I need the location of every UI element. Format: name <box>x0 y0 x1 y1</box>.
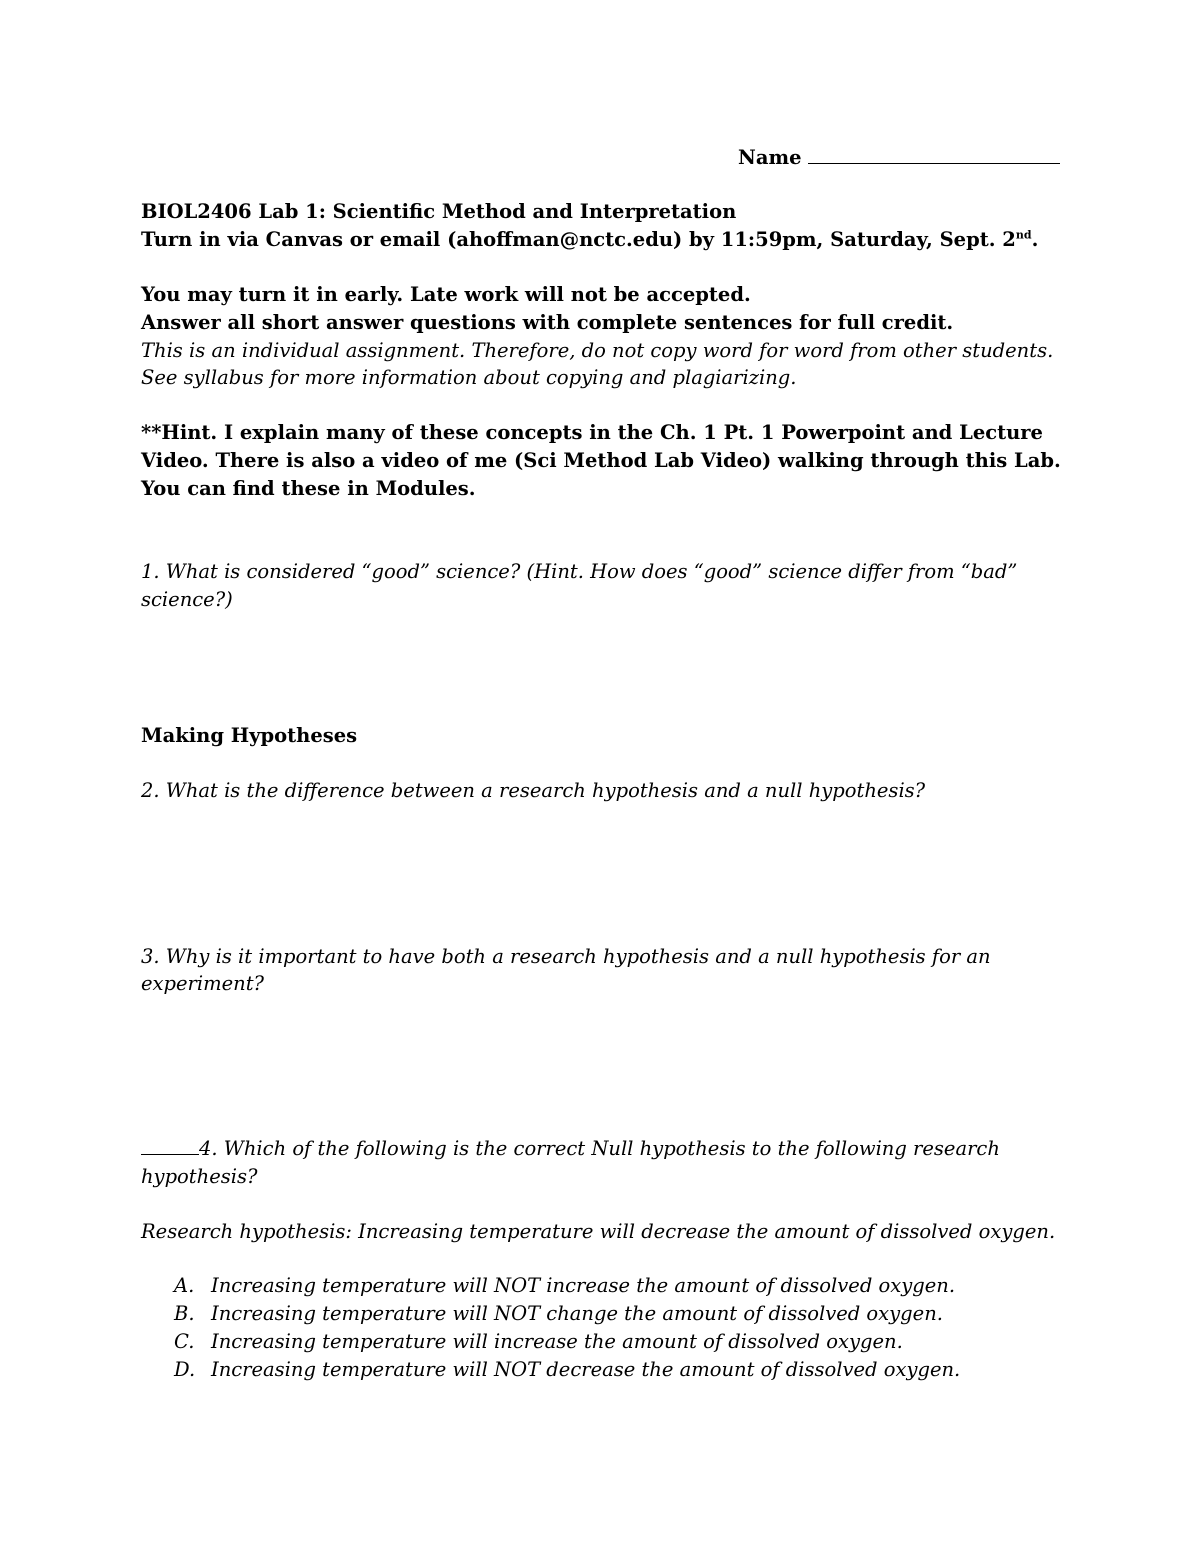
question-4-answer-blank[interactable] <box>141 1137 199 1155</box>
name-field <box>738 144 1060 171</box>
question-1-line-2: science?) <box>141 588 233 611</box>
name-blank-line[interactable] <box>808 146 1060 164</box>
option-letter: B. <box>174 1302 195 1325</box>
individual-assignment-notice: This is an individual assignment. Therefore, do not copy word for word from other students. <box>141 339 1054 362</box>
question-3-line-1: 3. Why is it important to have both a research hypothesis and a null hypothesis for an <box>141 945 991 968</box>
question-4-line-2: hypothesis? <box>141 1165 258 1188</box>
hint-line-3: You can find these in Modules. <box>141 477 476 500</box>
research-hypothesis: Research hypothesis: Increasing temperature will decrease the amount of dissolved oxygen. <box>141 1220 1056 1243</box>
hint-line-2: Video. There is also a video of me (Sci Method Lab Video) walking through this Lab. <box>141 449 1061 472</box>
option-text: Increasing temperature will NOT decrease the amount of dissolved oxygen. <box>211 1358 961 1381</box>
question-1-line-1: 1. What is considered “good” science? (Hint. How does “good” science differ from “bad” <box>141 560 1018 583</box>
option-text: Increasing temperature will increase the amount of dissolved oxygen. <box>211 1330 903 1353</box>
question-2: 2. What is the difference between a research hypothesis and a null hypothesis? <box>141 779 926 802</box>
option-letter: A. <box>174 1274 195 1297</box>
option-text: Increasing temperature will NOT increase the amount of dissolved oxygen. <box>211 1274 956 1297</box>
complete-sentences-notice: Answer all short answer questions with complete sentences for full credit. <box>141 311 954 334</box>
course-title: BIOL2406 Lab 1: Scientific Method and Interpretation <box>141 200 737 223</box>
name-label: Name <box>738 146 802 169</box>
option-text: Increasing temperature will NOT change the amount of dissolved oxygen. <box>211 1302 943 1325</box>
section-heading: Making Hypotheses <box>141 724 358 747</box>
option-letter: D. <box>174 1358 196 1381</box>
early-notice: You may turn it in early. Late work will not be accepted. <box>141 283 751 306</box>
hint-line-1: **Hint. I explain many of these concepts in the Ch. 1 Pt. 1 Powerpoint and Lecture <box>141 421 1043 444</box>
option-letter: C. <box>174 1330 195 1353</box>
syllabus-notice: See syllabus for more information about copying and plagiarizing. <box>141 366 797 389</box>
turn-in-instructions: Turn in via Canvas or email (ahoffman@nctc.edu) by 11:59pm, Saturday, Sept. 2nd. <box>141 228 1039 251</box>
question-4-line-1: 4. Which of the following is the correct Null hypothesis to the following research <box>141 1135 1000 1162</box>
question-3-line-2: experiment? <box>141 972 264 995</box>
